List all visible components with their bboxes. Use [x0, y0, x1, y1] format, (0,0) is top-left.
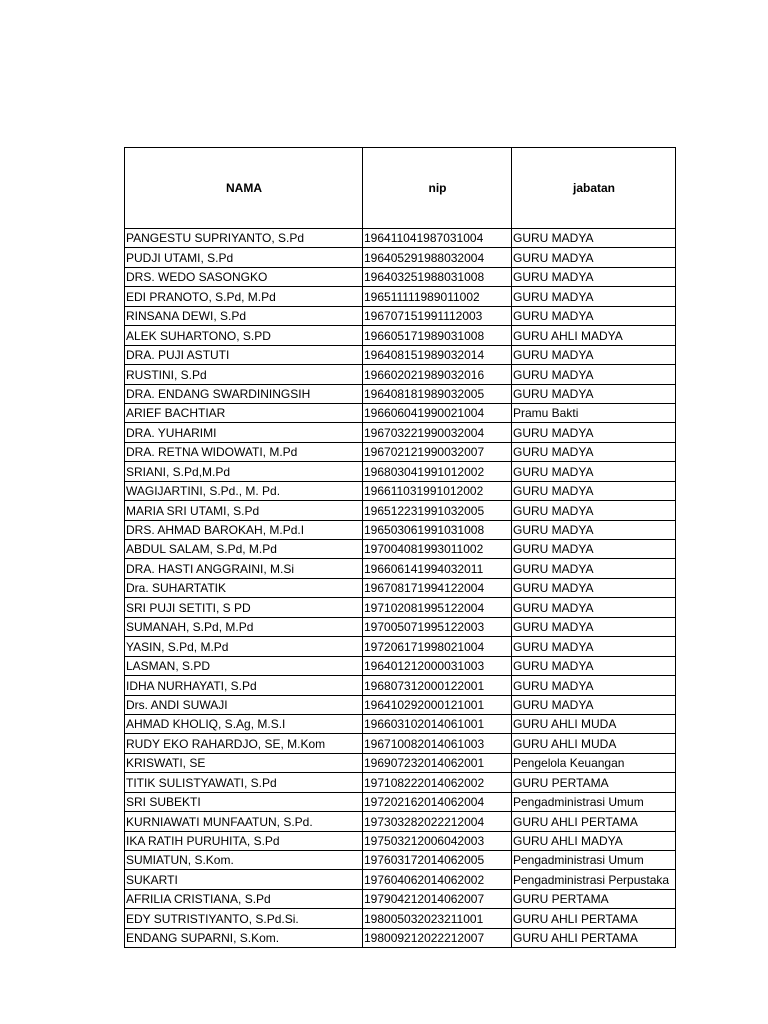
- cell-nip: 197603172014062005: [363, 851, 512, 870]
- table-row: [125, 423, 676, 442]
- cell-jabatan: GURU MADYA: [512, 345, 676, 364]
- cell-jabatan: GURU MADYA: [512, 656, 676, 675]
- table-row: [125, 481, 676, 500]
- cell-jabatan: GURU MADYA: [512, 462, 676, 481]
- cell-nama: DRA. YUHARIMI: [125, 423, 363, 442]
- cell-nama: YASIN, S.Pd, M.Pd: [125, 637, 363, 656]
- cell-nama: TITIK SULISTYAWATI, S.Pd: [125, 773, 363, 792]
- cell-nip: 196710082014061003: [363, 734, 512, 753]
- cell-nama: KRISWATI, SE: [125, 753, 363, 772]
- table-row: [125, 248, 676, 267]
- table-row: [125, 326, 676, 345]
- cell-jabatan: GURU MADYA: [512, 637, 676, 656]
- cell-nama: SUMIATUN, S.Kom.: [125, 851, 363, 870]
- cell-jabatan: GURU AHLI MADYA: [512, 831, 676, 850]
- cell-nip: 198005032023211001: [363, 909, 512, 928]
- cell-nama: AFRILIA CRISTIANA, S.Pd: [125, 889, 363, 908]
- cell-jabatan: GURU MADYA: [512, 578, 676, 597]
- cell-nip: 196602021989032016: [363, 365, 512, 384]
- table-row: [125, 851, 676, 870]
- cell-nip: 196611031991012002: [363, 481, 512, 500]
- cell-nama: PANGESTU SUPRIYANTO, S.Pd: [125, 229, 363, 248]
- table-row: [125, 559, 676, 578]
- table-row: [125, 345, 676, 364]
- cell-nama: IDHA NURHAYATI, S.Pd: [125, 676, 363, 695]
- cell-nip: 196907232014062001: [363, 753, 512, 772]
- cell-nip: 197102081995122004: [363, 598, 512, 617]
- header-nama: NAMA: [125, 148, 363, 229]
- cell-nip: 197303282022212004: [363, 812, 512, 831]
- cell-jabatan: GURU AHLI MUDA: [512, 714, 676, 733]
- cell-jabatan: GURU AHLI PERTAMA: [512, 812, 676, 831]
- header-nip: nip: [363, 148, 512, 229]
- table-row: [125, 617, 676, 636]
- cell-nip: 196403251988031008: [363, 267, 512, 286]
- cell-nip: 197904212014062007: [363, 889, 512, 908]
- table-row: [125, 676, 676, 695]
- table-row: [125, 695, 676, 714]
- cell-nip: 196703221990032004: [363, 423, 512, 442]
- cell-nip: 196408151989032014: [363, 345, 512, 364]
- cell-jabatan: Pengadministrasi Umum: [512, 792, 676, 811]
- table-body: [125, 229, 676, 948]
- cell-nip: 196803041991012002: [363, 462, 512, 481]
- cell-nama: SUKARTI: [125, 870, 363, 889]
- table-row: [125, 229, 676, 248]
- cell-jabatan: GURU MADYA: [512, 520, 676, 539]
- cell-jabatan: GURU MADYA: [512, 695, 676, 714]
- cell-nip: 197202162014062004: [363, 792, 512, 811]
- table-row: [125, 540, 676, 559]
- table-row: [125, 501, 676, 520]
- cell-nip: 196606041990021004: [363, 403, 512, 422]
- cell-nama: SRI PUJI SETITI, S PD: [125, 598, 363, 617]
- cell-nama: RINSANA DEWI, S.Pd: [125, 306, 363, 325]
- cell-nip: 197604062014062002: [363, 870, 512, 889]
- cell-nip: 196512231991032005: [363, 501, 512, 520]
- table-row: [125, 462, 676, 481]
- cell-nip: 196511111989011002: [363, 287, 512, 306]
- cell-nip: 196410292000121001: [363, 695, 512, 714]
- table-row: [125, 578, 676, 597]
- cell-nip: 196702121990032007: [363, 442, 512, 461]
- cell-jabatan: GURU MADYA: [512, 676, 676, 695]
- cell-nip: 196408181989032005: [363, 384, 512, 403]
- cell-nip: 197108222014062002: [363, 773, 512, 792]
- header-row: [125, 148, 676, 229]
- cell-jabatan: Pramu Bakti: [512, 403, 676, 422]
- table-row: [125, 928, 676, 947]
- table-row: [125, 734, 676, 753]
- cell-nip: 198009212022212007: [363, 928, 512, 947]
- table-row: [125, 520, 676, 539]
- cell-nama: DRS. WEDO SASONGKO: [125, 267, 363, 286]
- cell-nip: 196707151991112003: [363, 306, 512, 325]
- cell-jabatan: GURU MADYA: [512, 423, 676, 442]
- table-row: [125, 442, 676, 461]
- table-row: [125, 403, 676, 422]
- cell-nip: 196411041987031004: [363, 229, 512, 248]
- table-row: [125, 773, 676, 792]
- cell-nip: 196807312000122001: [363, 676, 512, 695]
- table-row: [125, 306, 676, 325]
- table-row: [125, 753, 676, 772]
- cell-jabatan: GURU MADYA: [512, 501, 676, 520]
- cell-jabatan: GURU MADYA: [512, 540, 676, 559]
- table-row: [125, 267, 676, 286]
- cell-jabatan: GURU MADYA: [512, 267, 676, 286]
- header-jabatan: jabatan: [512, 148, 676, 229]
- cell-nama: LASMAN, S.PD: [125, 656, 363, 675]
- cell-nip: 196401212000031003: [363, 656, 512, 675]
- table-row: [125, 889, 676, 908]
- table-row: [125, 656, 676, 675]
- cell-nama: RUDY EKO RAHARDJO, SE, M.Kom: [125, 734, 363, 753]
- cell-nama: PUDJI UTAMI, S.Pd: [125, 248, 363, 267]
- table-row: [125, 831, 676, 850]
- cell-jabatan: Pengadministrasi Perpustaka: [512, 870, 676, 889]
- cell-jabatan: GURU MADYA: [512, 287, 676, 306]
- table-row: [125, 287, 676, 306]
- staff-table: [124, 147, 676, 948]
- cell-nama: Dra. SUHARTATIK: [125, 578, 363, 597]
- cell-nip: 197503212006042003: [363, 831, 512, 850]
- cell-nama: AHMAD KHOLIQ, S.Ag, M.S.I: [125, 714, 363, 733]
- cell-jabatan: GURU AHLI MADYA: [512, 326, 676, 345]
- cell-nip: 197004081993011002: [363, 540, 512, 559]
- cell-jabatan: GURU MADYA: [512, 248, 676, 267]
- table-row: [125, 870, 676, 889]
- table-row: [125, 909, 676, 928]
- cell-nip: 196405291988032004: [363, 248, 512, 267]
- cell-jabatan: GURU MADYA: [512, 365, 676, 384]
- cell-jabatan: GURU PERTAMA: [512, 889, 676, 908]
- cell-nip: 196606141994032011: [363, 559, 512, 578]
- cell-jabatan: GURU MADYA: [512, 559, 676, 578]
- cell-nama: ARIEF BACHTIAR: [125, 403, 363, 422]
- cell-nama: SUMANAH, S.Pd, M.Pd: [125, 617, 363, 636]
- cell-jabatan: GURU MADYA: [512, 229, 676, 248]
- cell-jabatan: GURU MADYA: [512, 617, 676, 636]
- cell-jabatan: Pengelola Keuangan: [512, 753, 676, 772]
- table-row: [125, 384, 676, 403]
- cell-jabatan: GURU AHLI PERTAMA: [512, 909, 676, 928]
- table-row: [125, 714, 676, 733]
- cell-nama: MARIA SRI UTAMI, S.Pd: [125, 501, 363, 520]
- cell-jabatan: GURU AHLI MUDA: [512, 734, 676, 753]
- cell-nama: WAGIJARTINI, S.Pd., M. Pd.: [125, 481, 363, 500]
- cell-nip: 196603102014061001: [363, 714, 512, 733]
- cell-nama: EDI PRANOTO, S.Pd, M.Pd: [125, 287, 363, 306]
- cell-nama: KURNIAWATI MUNFAATUN, S.Pd.: [125, 812, 363, 831]
- cell-nip: 197005071995122003: [363, 617, 512, 636]
- cell-nama: SRIANI, S.Pd,M.Pd: [125, 462, 363, 481]
- cell-jabatan: GURU MADYA: [512, 598, 676, 617]
- cell-jabatan: GURU PERTAMA: [512, 773, 676, 792]
- cell-nama: DRA. HASTI ANGGRAINI, M.Si: [125, 559, 363, 578]
- cell-jabatan: GURU MADYA: [512, 306, 676, 325]
- cell-nama: DRA. PUJI ASTUTI: [125, 345, 363, 364]
- cell-nama: SRI SUBEKTI: [125, 792, 363, 811]
- table-row: [125, 792, 676, 811]
- table-row: [125, 812, 676, 831]
- cell-nama: DRS. AHMAD BAROKAH, M.Pd.I: [125, 520, 363, 539]
- cell-jabatan: GURU AHLI PERTAMA: [512, 928, 676, 947]
- table-row: [125, 365, 676, 384]
- cell-nip: 196708171994122004: [363, 578, 512, 597]
- cell-jabatan: GURU MADYA: [512, 384, 676, 403]
- cell-jabatan: GURU MADYA: [512, 442, 676, 461]
- cell-nama: ABDUL SALAM, S.Pd, M.Pd: [125, 540, 363, 559]
- cell-nama: Drs. ANDI SUWAJI: [125, 695, 363, 714]
- cell-nip: 196503061991031008: [363, 520, 512, 539]
- cell-nip: 196605171989031008: [363, 326, 512, 345]
- cell-nama: EDY SUTRISTIYANTO, S.Pd.Si.: [125, 909, 363, 928]
- cell-nama: ENDANG SUPARNI, S.Kom.: [125, 928, 363, 947]
- cell-jabatan: Pengadministrasi Umum: [512, 851, 676, 870]
- table-row: [125, 637, 676, 656]
- cell-nama: RUSTINI, S.Pd: [125, 365, 363, 384]
- cell-nama: DRA. ENDANG SWARDININGSIH: [125, 384, 363, 403]
- cell-nama: DRA. RETNA WIDOWATI, M.Pd: [125, 442, 363, 461]
- cell-jabatan: GURU MADYA: [512, 481, 676, 500]
- cell-nip: 197206171998021004: [363, 637, 512, 656]
- cell-nama: ALEK SUHARTONO, S.PD: [125, 326, 363, 345]
- table-row: [125, 598, 676, 617]
- table-header: [125, 148, 676, 229]
- cell-nama: IKA RATIH PURUHITA, S.Pd: [125, 831, 363, 850]
